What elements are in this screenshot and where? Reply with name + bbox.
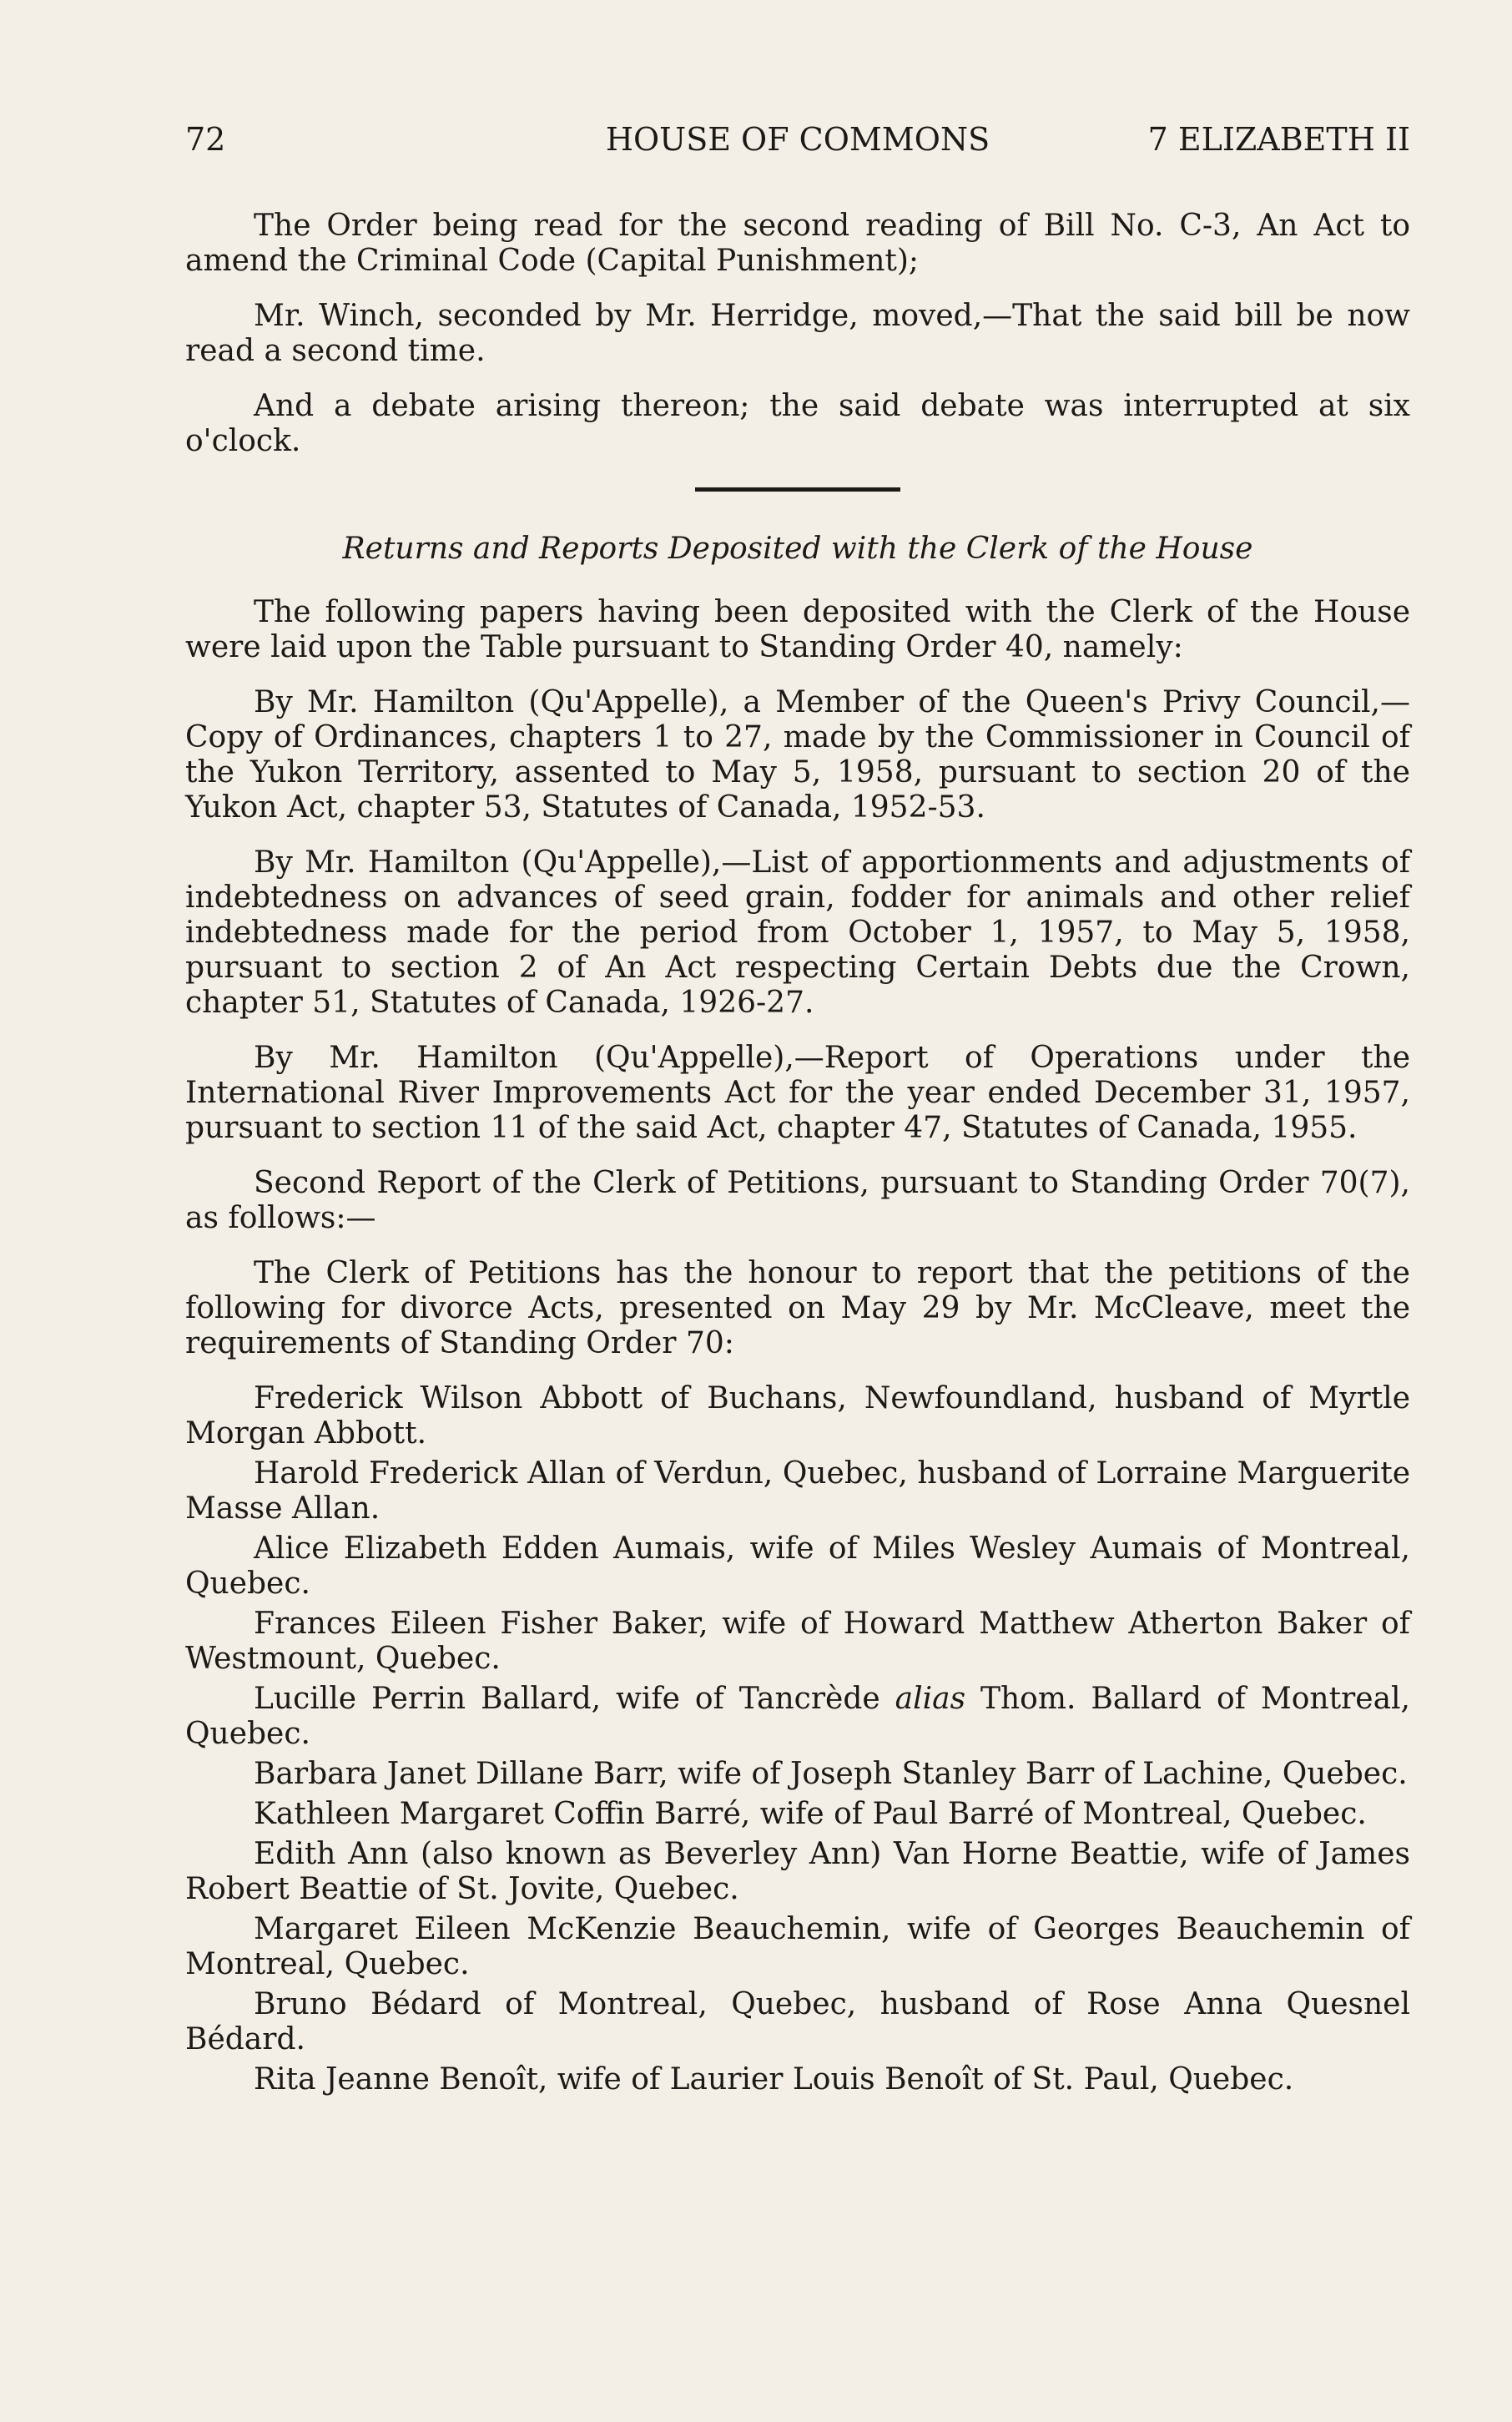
paragraph-motion: Mr. Winch, seconded by Mr. Herridge, moved,—That the said bill be now read a second time. (185, 299, 1410, 368)
petition-entry: Harold Frederick Allan of Verdun, Quebec, husband of Lorraine Marguerite Masse Allan. (185, 1456, 1410, 1526)
paragraph-river-improvements-report: By Mr. Hamilton (Qu'Appelle),—Report of Operations under the International River Improvements Act for the year ended December 31, 1957, pursuant to section 11 of the said Act, chapter 47, Statutes of Canada, 1955. (185, 1041, 1410, 1145)
paragraph-seed-grain-list: By Mr. Hamilton (Qu'Appelle),—List of apportionments and adjustments of indebtedness on advances of seed grain, fodder for animals and other relief indebtedness made for the period from October 1, 1957, to May 5, 1958, pursuant to section 2 of An Act respecting Certain Debts due the Crown, chapter 51, Statutes of Canada, 1926-27. (185, 845, 1410, 1020)
paragraph-clerk-petitions-report: Second Report of the Clerk of Petitions, pursuant to Standing Order 70(7), as follows:— (185, 1166, 1410, 1235)
header-title: HOUSE OF COMMONS (605, 121, 990, 158)
petition-entry: Rita Jeanne Benoît, wife of Laurier Louis Benoît of St. Paul, Quebec. (254, 2062, 1294, 2097)
paragraph-papers-deposited: The following papers having been deposited with the Clerk of the House were laid upon the Table pursuant to Standing Order 40, namely: (185, 595, 1410, 664)
paragraph-debate: And a debate arising thereon; the said debate was interrupted at six o'clock. (185, 389, 1410, 458)
petition-entry: Margaret Eileen McKenzie Beauchemin, wife of Georges Beauchemin of Montreal, Quebec. (185, 1912, 1410, 1981)
page-number: 72 (185, 121, 226, 158)
petition-entry: Edith Ann (also known as Beverley Ann) Van Horne Beattie, wife of James Robert Beattie of St. Jovite, Quebec. (185, 1837, 1410, 1906)
page-body (185, 209, 1410, 2102)
petition-entry: Alice Elizabeth Edden Aumais, wife of Miles Wesley Aumais of Montreal, Quebec. (185, 1531, 1410, 1601)
paragraph-petitions-intro: The Clerk of Petitions has the honour to report that the petitions of the following for divorce Acts, presented on May 29 by Mr. McCleave, meet the requirements of Standing Order 70: (185, 1256, 1410, 1360)
paragraph-bill-reading: The Order being read for the second reading of Bill No. C-3, An Act to amend the Criminal Code (Capital Punishment); (185, 209, 1410, 278)
petition-entry: Frances Eileen Fisher Baker, wife of Howard Matthew Atherton Baker of Westmount, Quebec. (185, 1607, 1410, 1676)
petition-text-before: Lucille Perrin Ballard, wife of Tancrède (254, 1682, 895, 1716)
petition-entry: Frederick Wilson Abbott of Buchans, Newfoundland, husband of Myrtle Morgan Abbott. (185, 1381, 1410, 1451)
petition-text-italic: alias (895, 1682, 966, 1716)
petition-list (185, 1381, 1410, 2097)
petition-entry: Barbara Janet Dillane Barr, wife of Joseph Stanley Barr of Lachine, Quebec. (254, 1757, 1408, 1791)
running-header (185, 119, 1410, 160)
section-divider (695, 487, 900, 492)
regnal-year: 7 ELIZABETH II (1147, 121, 1410, 158)
petition-entry: Bruno Bédard of Montreal, Quebec, husband of Rose Anna Quesnel Bédard. (185, 1987, 1410, 2056)
petition-entry (185, 1682, 1410, 1752)
petition-entry: Kathleen Margaret Coffin Barré, wife of Paul Barré of Montreal, Quebec. (254, 1797, 1367, 1831)
section-heading: Returns and Reports Deposited with the Clerk of the House (342, 532, 1253, 566)
paragraph-yukon-ordinances: By Mr. Hamilton (Qu'Appelle), a Member of the Queen's Privy Council,—Copy of Ordinances, chapters 1 to 27, made by the Commissioner in Council of the Yukon Territory, assented to May 5, 1958, pursuant to section 20 of the Yukon Act, chapter 53, Statutes of Canada, 1952-53. (185, 685, 1410, 825)
petition-text-after: Thom. Ballard of Montreal, Quebec. (185, 1682, 1410, 1751)
